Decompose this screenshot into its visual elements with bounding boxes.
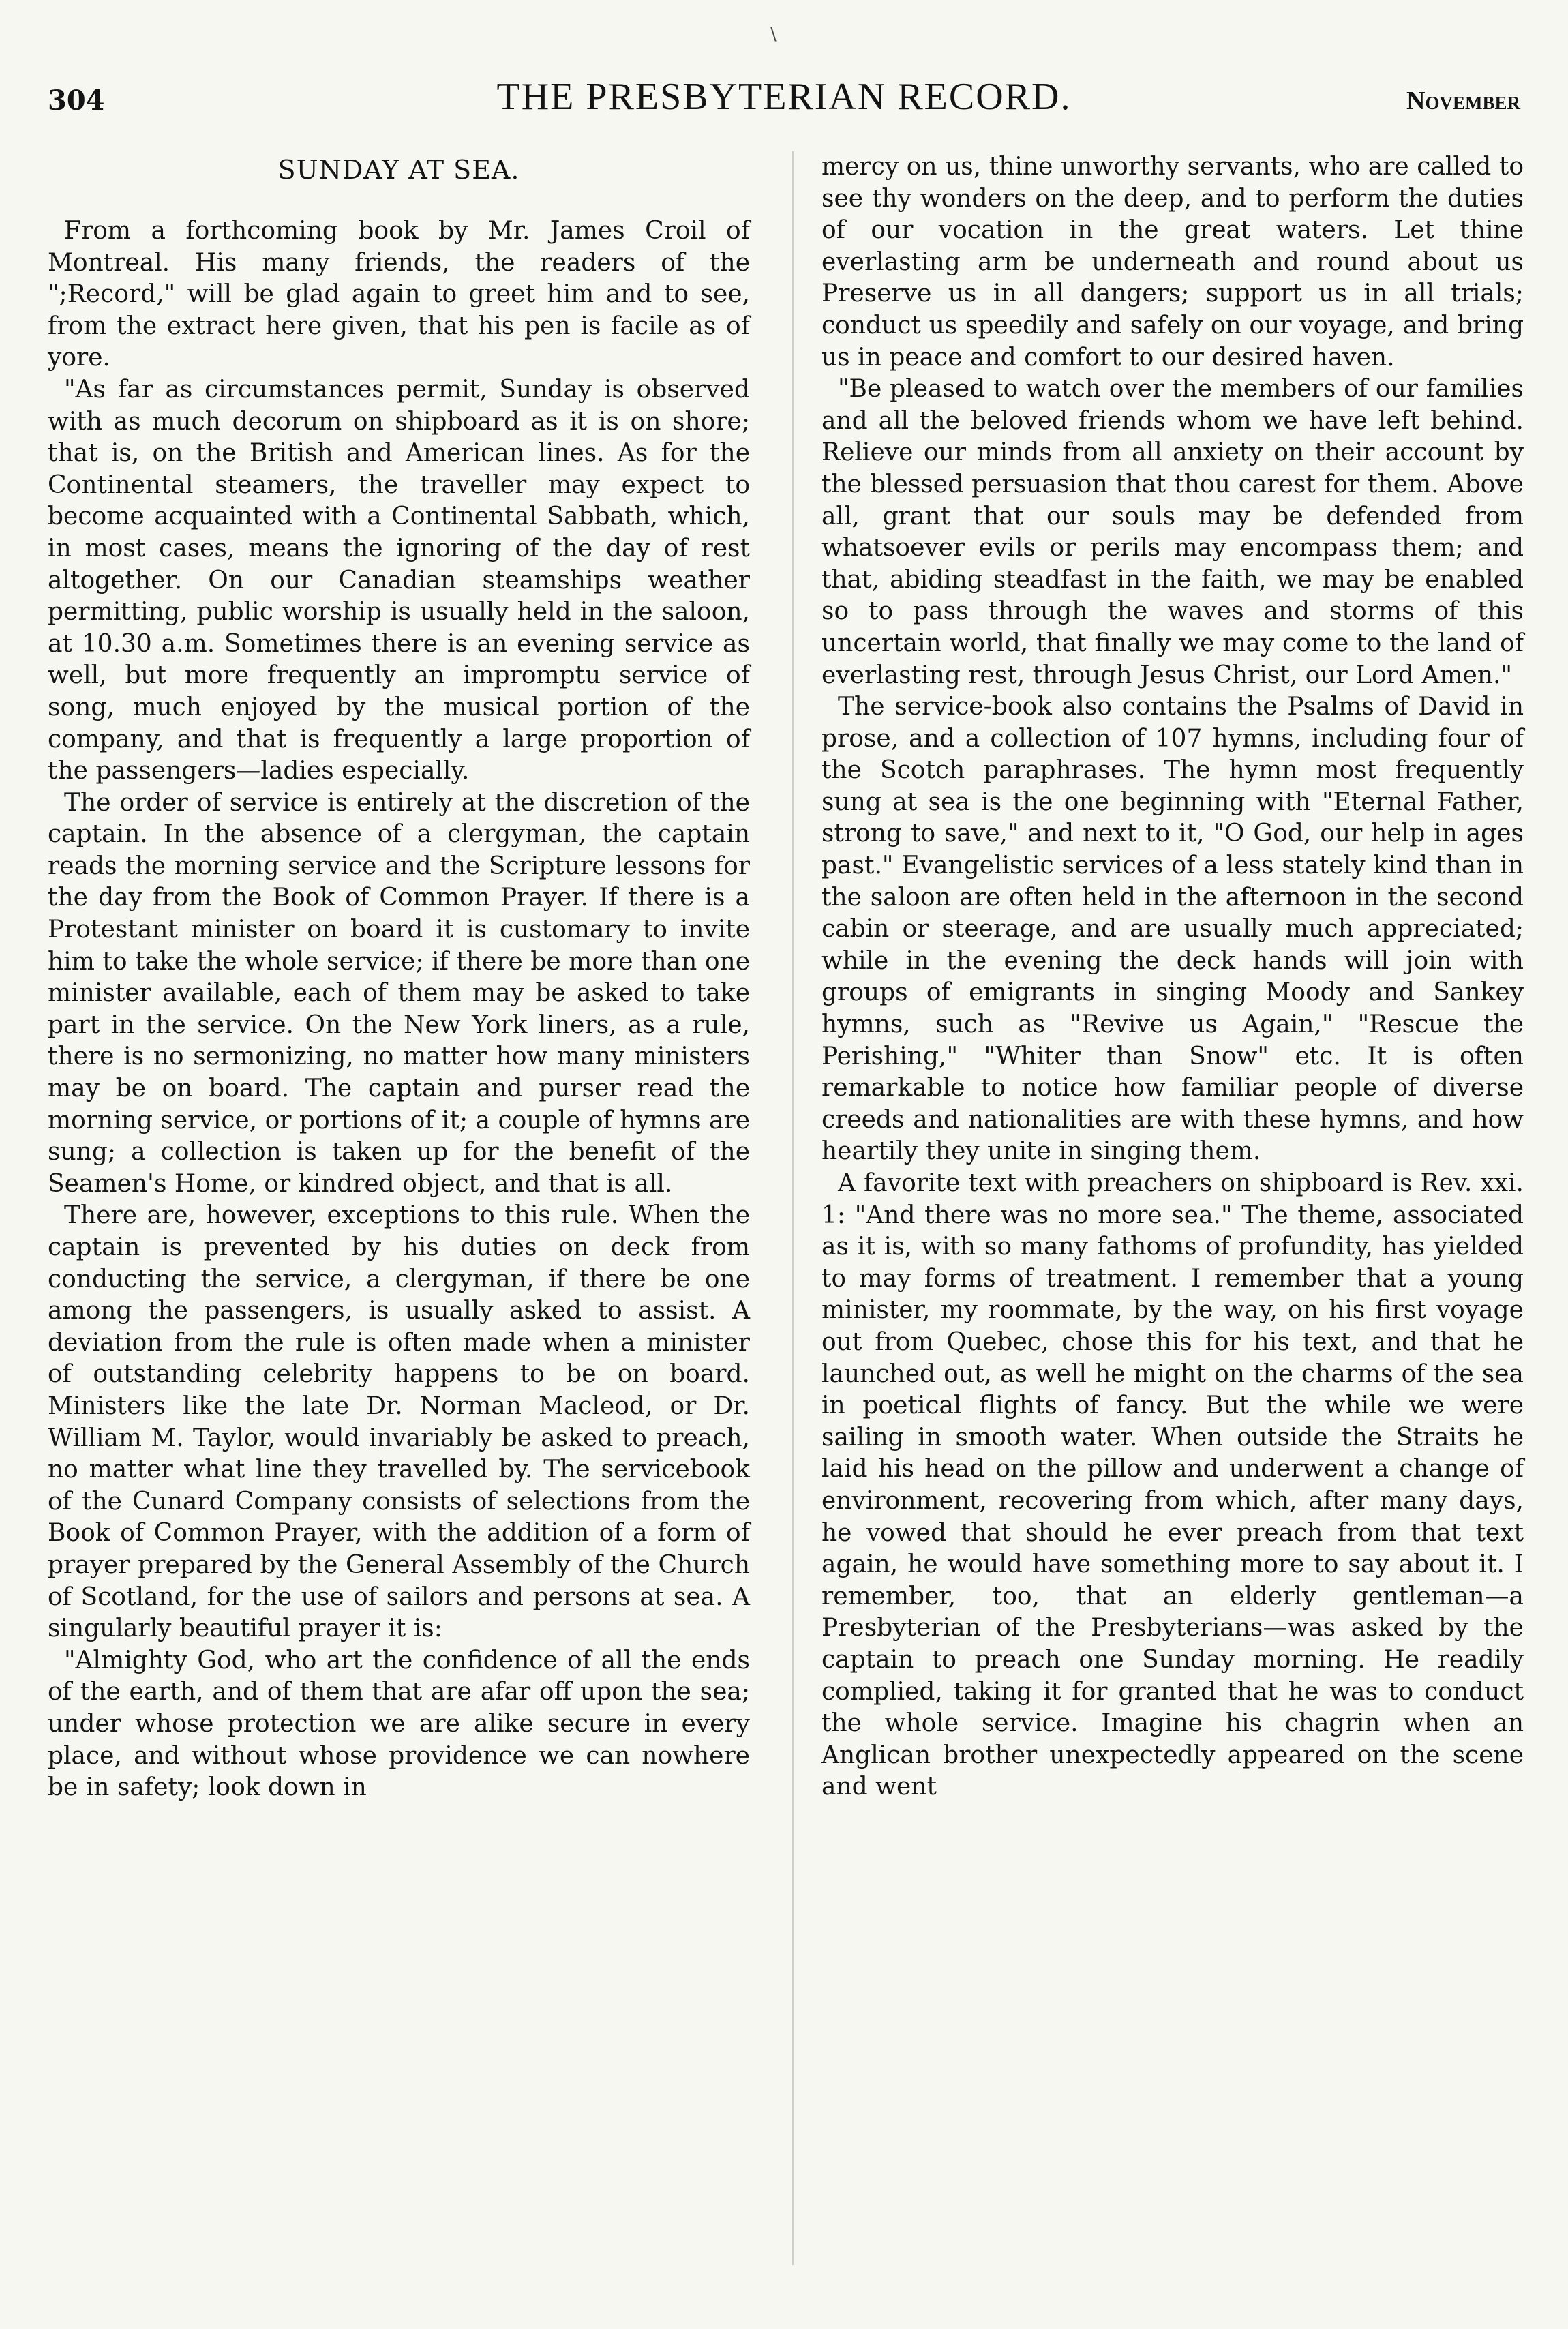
article-title: SUNDAY AT SEA.: [277, 155, 520, 185]
page-number: 304: [48, 85, 105, 117]
paragraph: "Almighty God, who art the confidence of all the ends of the earth, and of them that are afar off upon the sea; under whose protection we are alike secure in every place, and without whose providence we can nowhere be in safety; look down in: [48, 1646, 750, 1802]
paragraph: A favorite text with preachers on shipboard is Rev. xxi. 1: "And there was no more sea." The theme, associated as it is, with so many fathoms of profundity, has yielded to may forms of treatment. I remember that a young minister, my roommate, by the way, on his first voyage out from Quebec, chose this for his text, and that he launched out, as well he might on the charms of the sea in poetical flights of fancy. But the while we were sailing in smooth water. When outside the Straits he laid his head on the pillow and underwent a change of environment, recovering from which, after many days, he vowed that should he ever preach from that text again, he would have something more to say about it. I remember, too, that an elderly gentleman—a Presbyterian of the Presbyterians—was asked by the captain to preach one Sunday morning. He readily complied, taking it for granted that he was to conduct the whole service. Imagine his chagrin when an Anglican brother unexpectedly appeared on the scene and went: [821, 1169, 1524, 1801]
page-header: [48, 75, 1520, 130]
paragraph: mercy on us, thine unworthy servants, who are called to see thy wonders on the deep, and to perform the duties of our vocation in the great waters. Let thine everlasting arm be underneath and round about us Preserve us in all dangers; support us in all trials; conduct us speedily and safely on our voyage, and bring us in peace and comfort to our desired haven.: [821, 153, 1524, 372]
paragraph: The service-book also contains the Psalms of David in prose, and a collection of 107 hymns, including four of the Scotch paraphrases. The hymn most frequently sung at sea is the one beginning with "Eternal Father, strong to save," and next to it, "O God, our help in ages past." Evangelistic services of a less stately kind than in the saloon are often held in the afternoon in the second cabin or steerage, and are usually much appreciated; while in the evening the deck hands will join with groups of emigrants in singing Moody and Sankey hymns, such as "Revive us Again," "Rescue the Perishing," "Whiter than Snow" etc. It is often remarkable to notice how familiar people of diverse creeds and nationalities are with these hymns, and how heartily they unite in singing them.: [821, 693, 1524, 1166]
paragraph: "As far as circumstances permit, Sunday is observed with as much decorum on shipboard as it is on shore; that is, on the British and American lines. As for the Continental steamers, the traveller may expect to become acquainted with a Continental Sabbath, which, in most cases, means the ignoring of the day of rest altogether. On our Canadian steamships weather permitting, public worship is usually held in the saloon, at 10.30 a.m. Sometimes there is an evening service as well, but more frequently an impromptu service of song, much enjoyed by the musical portion of the company, and that is frequently a large proportion of the passengers—ladies especially.: [48, 375, 750, 785]
journal-title: THE PRESBYTERIAN RECORD.: [496, 76, 1072, 118]
paragraph: "Be pleased to watch over the members of our families and all the beloved friends whom we have left behind. Relieve our minds from all anxiety on their account by the blessed persuasion that thou carest for them. Above all, grant that our souls may be defended from whatsoever evils or perils may encompass them; and that, abiding steadfast in the faith, we may be enabled so to pass through the waves and storms of this uncertain world, that finally we may come to the land of everlasting rest, through Jesus Christ, our Lord Amen.": [821, 375, 1524, 689]
issue-month: November: [1406, 87, 1520, 115]
column-divider: [792, 151, 794, 2265]
paragraph: The order of service is entirely at the discretion of the captain. In the absence of a clergyman, the captain reads the morning service and the Scripture lessons for the day from the Book of Common Prayer. If there is a Protestant minister on board it is customary to invite him to take the whole service; if there be more than one minister available, each of them may be asked to take part in the service. On the New York liners, as a rule, there is no sermonizing, no matter how many ministers may be on board. The captain and purser read the morning service, or portions of it; a couple of hymns are sung; a collection is taken up for the benefit of the Seamen's Home, or kindred object, and that is all.: [48, 788, 751, 1198]
left-column: [48, 151, 750, 1804]
paragraph: From a forthcoming book by Mr. James Croil of Montreal. His many friends, the readers of the ";Record," will be glad again to greet him and to see, from the extract here given, that his pen is facile as of yore.: [48, 217, 750, 372]
print-speck: \: [770, 24, 777, 44]
paragraph: There are, however, exceptions to this rule. When the captain is prevented by his duties on deck from conducting the service, a clergyman, if there be one among the passengers, is usually asked to assist. A deviation from the rule is often made when a minister of outstanding celebrity happens to be on board. Ministers like the late Dr. Norman Macleod, or Dr. William M. Taylor, would invariably be asked to preach, no matter what line they travelled by. The servicebook of the Cunard Company consists of selections from the Book of Common Prayer, with the addition of a form of prayer prepared by the General Assembly of the Church of Scotland, for the use of sailors and persons at sea. A singularly beautiful prayer it is:: [48, 1201, 750, 1643]
right-column: [821, 151, 1524, 1803]
